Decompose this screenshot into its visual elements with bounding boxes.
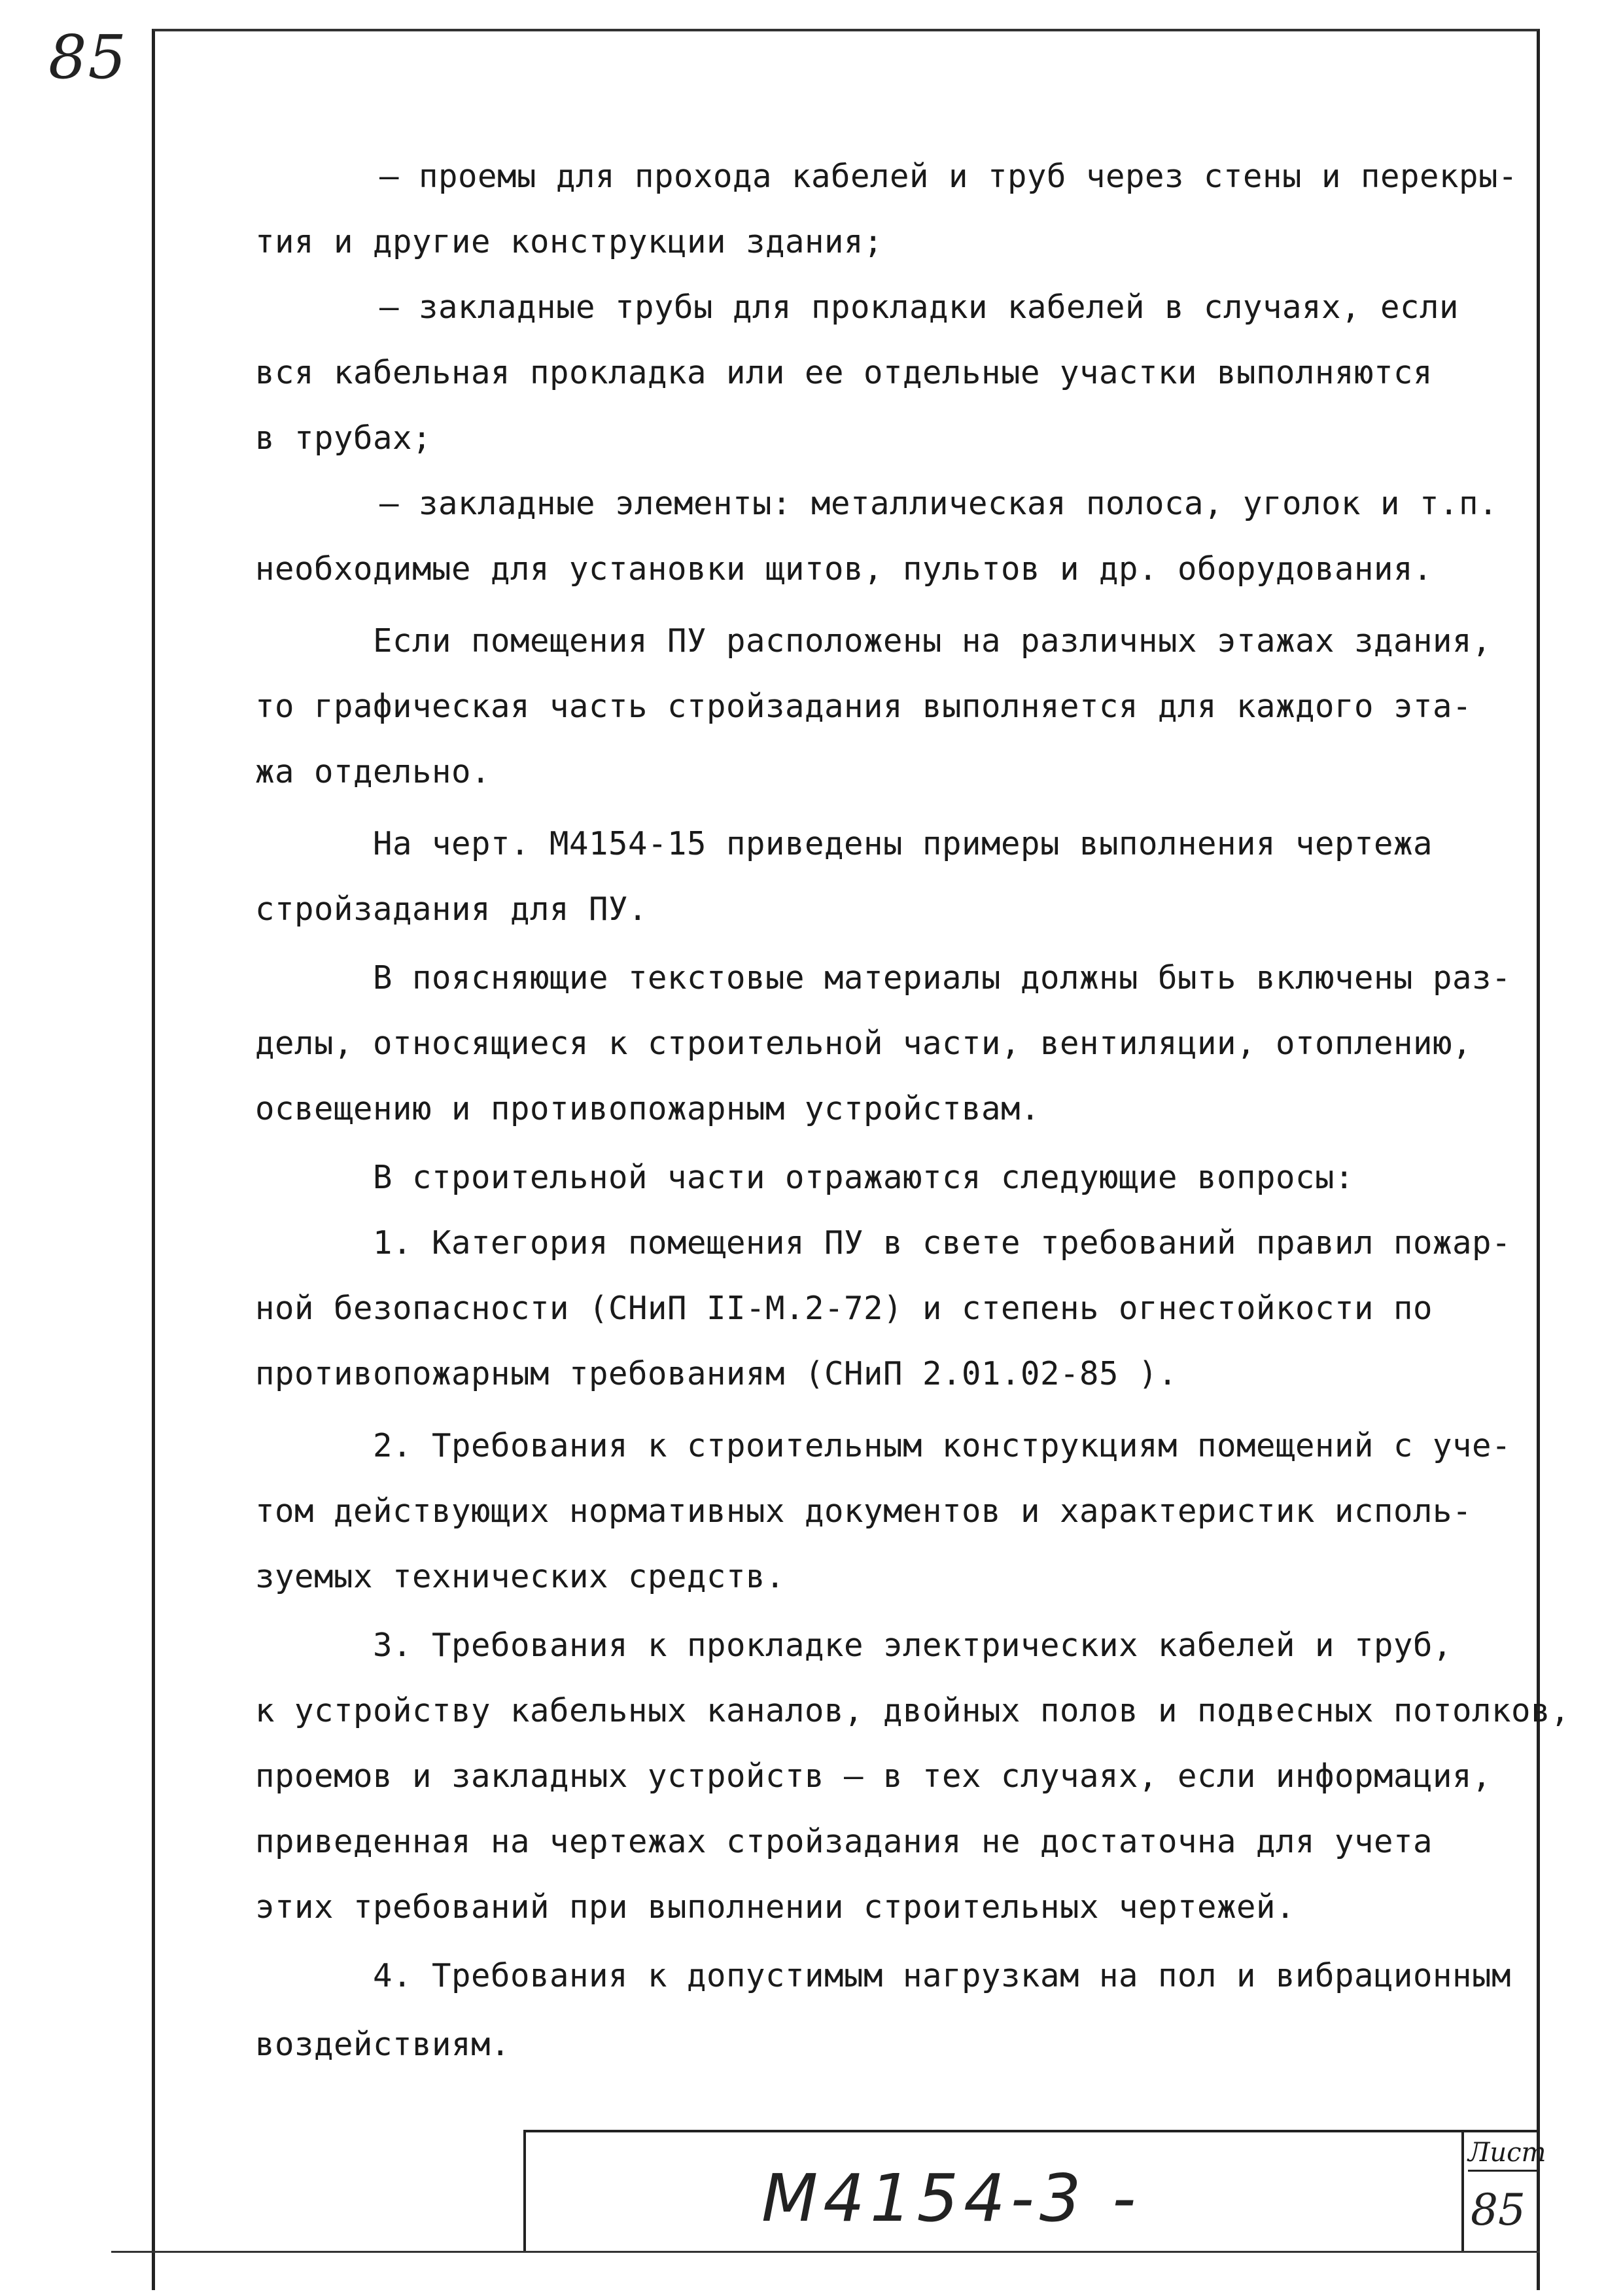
text-line: в трубах; (255, 419, 432, 457)
text-line: вся кабельная прокладка или ее отдельные участки выполняются (255, 354, 1433, 391)
corner-page-number: 85 (48, 22, 128, 92)
text-line: 1. Категория помещения ПУ в свете требований правил пожар- (373, 1224, 1512, 1262)
text-line: В строительной части отражаются следующие вопросы: (373, 1159, 1355, 1196)
text-line: этих требований при выполнении строительных чертежей. (255, 1888, 1296, 1926)
text-line: – закладные трубы для прокладки кабелей в случаях, если (379, 289, 1459, 326)
text-line: проемов и закладных устройств – в тех случаях, если информация, (255, 1757, 1492, 1795)
text-line: Если помещения ПУ расположены на различных этажах здания, (373, 622, 1492, 660)
text-line: воздействиям. (255, 2026, 511, 2063)
sheet-label: Лист (1468, 2134, 1540, 2172)
text-line: На черт. М4154-15 приведены примеры выполнения чертежа (373, 825, 1433, 862)
sheet-cell (1461, 2132, 1546, 2251)
text-line: В поясняющие текстовые материалы должны быть включены раз- (373, 959, 1512, 997)
text-line: противопожарным требованиям (СНиП 2.01.02-85 ). (255, 1355, 1178, 1392)
title-block (523, 2130, 1546, 2251)
text-line: стройзадания для ПУ. (255, 891, 648, 928)
text-line: к устройству кабельных каналов, двойных полов и подвесных потолков, (255, 1692, 1571, 1729)
text-line: то графическая часть стройзадания выполняется для каждого эта- (255, 688, 1473, 725)
sheet-number: 85 (1471, 2185, 1526, 2235)
text-line: том действующих нормативных документов и характеристик исполь- (255, 1492, 1473, 1530)
document-code: М4154-3 - (761, 2160, 1142, 2236)
text-line: зуемых технических средств. (255, 1558, 786, 1595)
text-line: – проемы для прохода кабелей и труб через стены и перекры- (379, 158, 1518, 195)
text-line: 3. Требования к прокладке электрических кабелей и труб, (373, 1627, 1453, 1664)
bottom-rule (111, 2251, 1540, 2253)
text-line: необходимые для установки щитов, пультов и др. оборудования. (255, 550, 1433, 588)
text-line: жа отдельно. (255, 753, 491, 790)
text-line: 2. Требования к строительным конструкциям помещений с уче- (373, 1427, 1512, 1464)
text-line: освещению и противопожарным устройствам. (255, 1090, 1041, 1127)
text-line: тия и другие конструкции здания; (255, 223, 884, 260)
text-line: – закладные элементы: металлическая полоса, уголок и т.п. (379, 485, 1499, 522)
text-line: делы, относящиеся к строительной части, вентиляции, отоплению, (255, 1025, 1473, 1062)
text-line: приведенная на чертежах стройзадания не достаточна для учета (255, 1823, 1433, 1860)
text-line: 4. Требования к допустимым нагрузкам на пол и вибрационным (373, 1957, 1512, 1994)
text-line: ной безопасности (СНиП II-М.2-72) и степень огнестойкости по (255, 1290, 1433, 1327)
